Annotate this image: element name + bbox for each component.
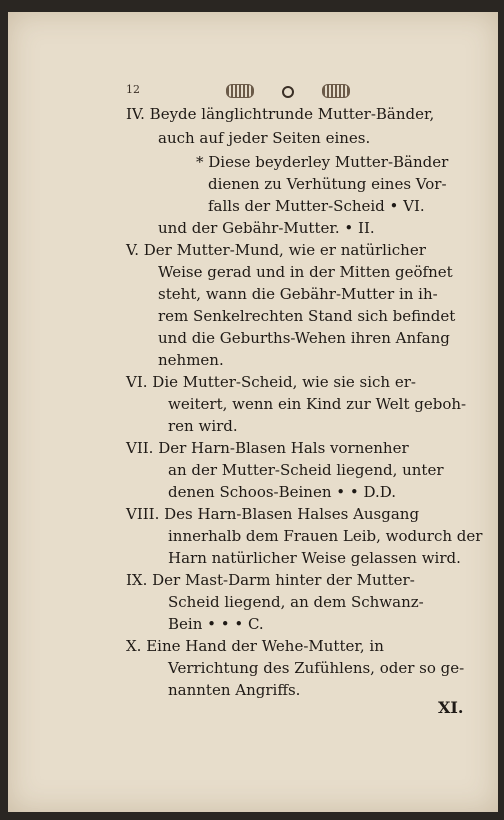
text-line: VI. Die Mutter-Scheid, wie sie sich er-	[126, 373, 416, 391]
text-line: ren wird.	[168, 417, 238, 435]
text-line: nehmen.	[158, 351, 224, 369]
catchword: XI.	[438, 698, 464, 717]
text-line: Scheid liegend, an dem Schwanz-	[168, 593, 424, 611]
text-line: und der Gebähr-Mutter. • II.	[158, 219, 375, 237]
text-line: V. Der Mutter-Mund, wie er natürlicher	[126, 241, 426, 259]
text-line: X. Eine Hand der Wehe-Mutter, in	[126, 637, 384, 655]
text-line: VII. Der Harn-Blasen Hals vornenher	[126, 439, 409, 457]
text-line: innerhalb dem Frauen Leib, wodurch der	[168, 527, 483, 545]
text-line: VIII. Des Harn-Blasen Halses Ausgang	[126, 505, 420, 523]
text-line: dienen zu Verhütung eines Vor-	[208, 175, 447, 193]
text-line: und die Geburths-Wehen ihren Anfang	[158, 329, 450, 347]
ornament-dot-icon	[282, 86, 294, 98]
ornament-right-icon	[322, 84, 350, 98]
page-number: 12	[126, 83, 140, 96]
page-header	[126, 80, 366, 104]
text-line: Weise gerad und in der Mitten geöfnet	[158, 263, 453, 281]
text-line: nannten Angriffs.	[168, 681, 301, 699]
text-line: rem Senkelrechten Stand sich befindet	[158, 307, 456, 325]
text-line: IX. Der Mast-Darm hinter der Mutter-	[126, 571, 415, 589]
text-line: * Diese beyderley Mutter-Bänder	[196, 153, 449, 171]
text-line: an der Mutter-Scheid liegend, unter	[168, 461, 444, 479]
text-line: IV. Beyde länglichtrunde Mutter-Bänder,	[126, 105, 435, 123]
text-line: falls der Mutter-Scheid • VI.	[208, 197, 425, 215]
text-line: steht, wann die Gebähr-Mutter in ih-	[158, 285, 438, 303]
text-line: Bein • • • C.	[168, 615, 264, 633]
text-line: Verrichtung des Zufühlens, oder so ge-	[168, 659, 465, 677]
text-line: denen Schoos-Beinen • • D.D.	[168, 483, 397, 501]
text-line: auch auf jeder Seiten eines.	[158, 129, 371, 147]
ornament-left-icon	[226, 84, 254, 98]
text-line: weitert, wenn ein Kind zur Welt geboh-	[168, 395, 467, 413]
text-line: Harn natürlicher Weise gelassen wird.	[168, 549, 461, 567]
book-page	[8, 12, 498, 812]
